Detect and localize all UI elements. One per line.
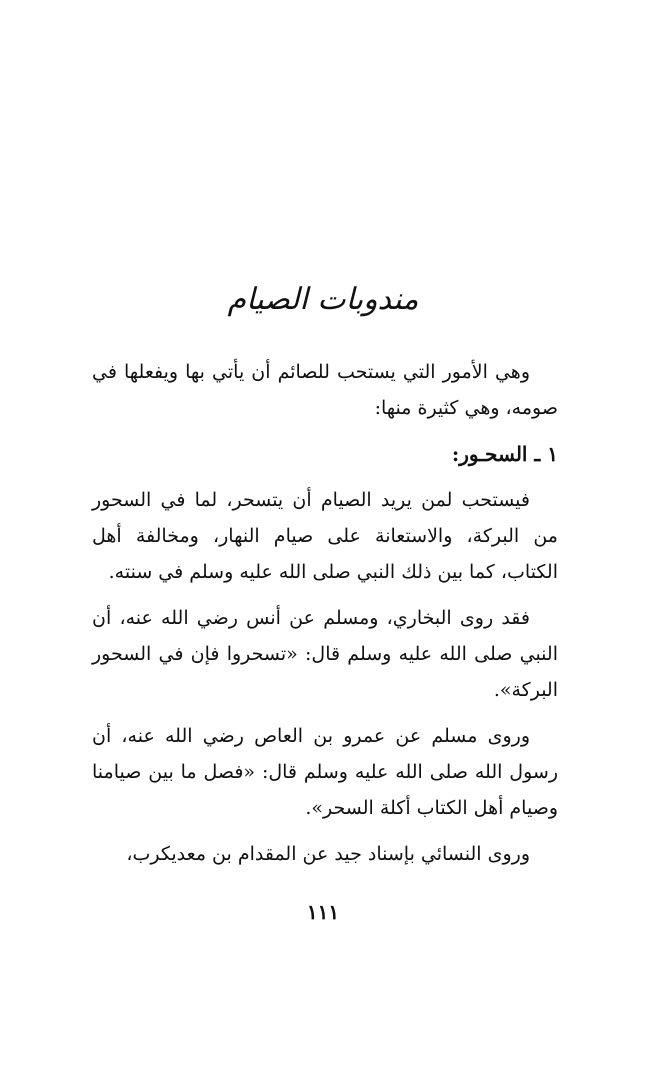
page-body: [92, 354, 558, 882]
paragraph-2: فقد روى البخاري، ومسلم عن أنس رضي الله عنه، أن النبي صلى الله عليه وسلم قال: «تسحروا فإن في السحور البركة».: [92, 607, 558, 701]
paragraph-4: وروى النسائي بإسناد جيد عن المقدام بن معديكرب،: [126, 843, 530, 865]
paragraph-3: وروى مسلم عن عمرو بن العاص رضي الله عنه، أن رسول الله صلى الله عليه وسلم قال: «فصل ما بين صيامنا وصيام أهل الكتاب أكلة السحر».: [92, 725, 558, 819]
section-heading-suhoor: ١ ـ السحـور:: [451, 442, 558, 466]
page-number: ١١١: [306, 900, 340, 924]
intro-paragraph: وهي الأمور التي يستحب للصائم أن يأتي بها ويفعلها في صومه، وهي كثيرة منها:: [92, 361, 558, 419]
paragraph-1: فيستحب لمن يريد الصيام أن يتسحر، لما في السحور من البركة، والاستعانة على صيام النهار، ومخالفة أهل الكتاب، كما بين ذلك النبي صلى الله عليه وسلم في سنته.: [92, 489, 558, 583]
chapter-title: مندوبات الصيام: [227, 282, 419, 317]
